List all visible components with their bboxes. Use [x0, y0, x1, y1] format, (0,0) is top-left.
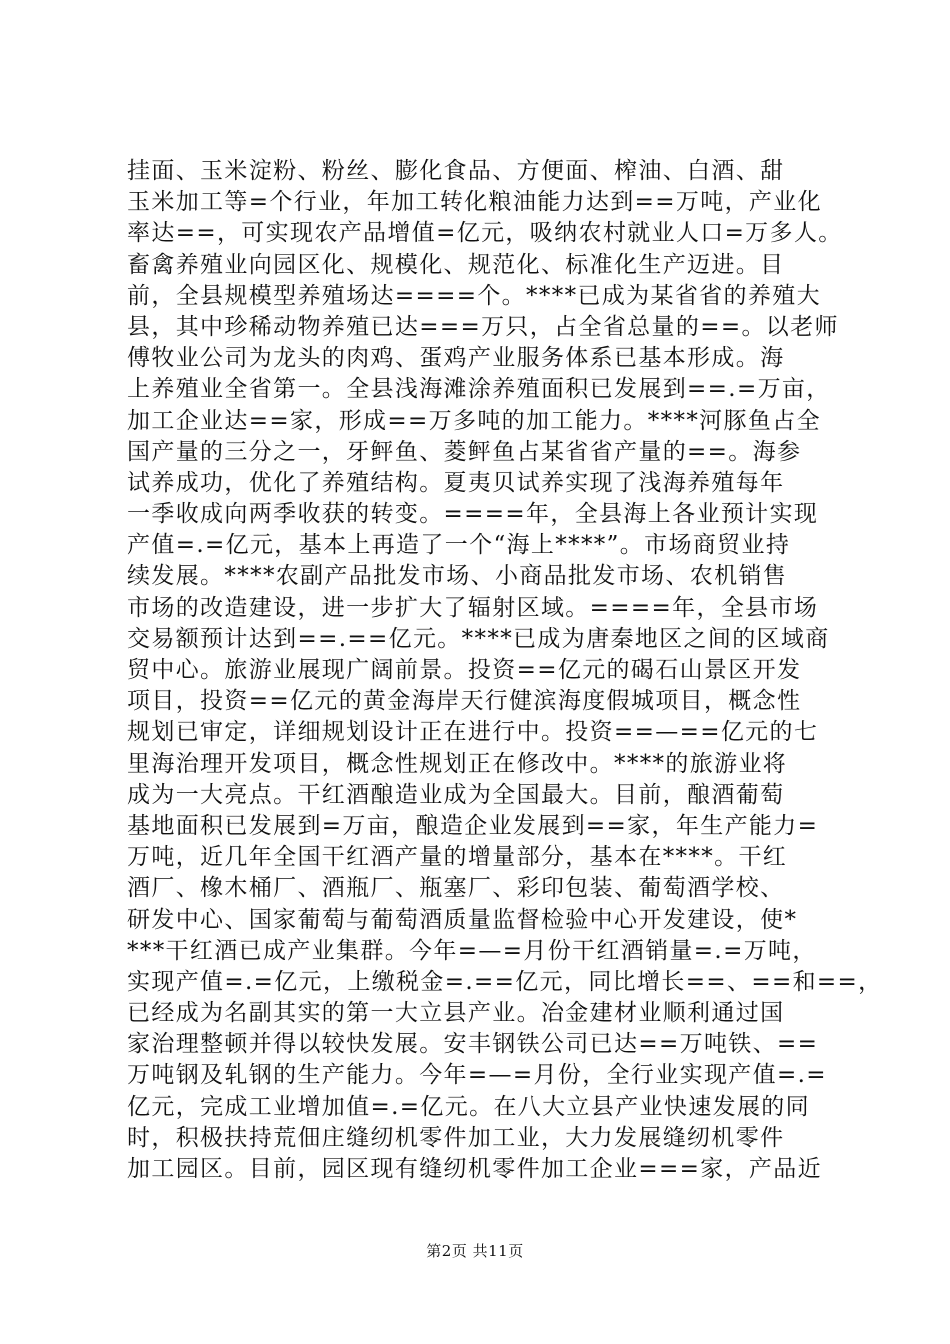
text-line: 县，其中珍稀动物养殖已达===万只，占全省总量的==。以老师: [127, 313, 839, 340]
text-line: 万吨，近几年全国干红酒产量的增量部分，基本在****。干红: [127, 844, 788, 871]
text-line: 一季收成向两季收获的转变。====年，全县海上各业预计实现: [127, 501, 819, 528]
text-line: 市场的改造建设，进一步扩大了辐射区域。====年，全县市场: [127, 594, 819, 621]
text-line: 傅牧业公司为龙头的肉鸡、蛋鸡产业服务体系已基本形成。海: [127, 345, 785, 372]
text-line: 基地面积已发展到=万亩，酿造企业发展到==家，年生产能力=: [127, 812, 819, 839]
text-line: 已经成为名副其实的第一大立县产业。冶金建材业顺利通过国: [127, 1000, 785, 1027]
text-line: 产值=.=亿元，基本上再造了一个“海上****”。市场商贸业持: [127, 532, 791, 559]
text-line: 加工园区。目前，园区现有缝纫机零件加工企业===家，产品近: [127, 1156, 822, 1182]
text-line: 家治理整顿并得以较快发展。安丰钢铁公司已达==万吨铁、==: [127, 1031, 819, 1058]
text-line: 率达==，可实现农产品增值=亿元，吸纳农村就业人口=万多人。: [127, 220, 843, 247]
text-line: 亿元，完成工业增加值=.=亿元。在八大立县产业快速发展的同: [127, 1093, 811, 1120]
text-line: 畜禽养殖业向园区化、规模化、规范化、标准化生产迈进。目: [127, 251, 785, 278]
body-text: [127, 156, 883, 1185]
text-line: 成为一大亮点。干红酒酿造业成为全国最大。目前，酿酒葡萄: [127, 781, 785, 808]
text-line: 研发中心、国家葡萄与葡萄酒质量监督检验中心开发建设，使*: [127, 906, 798, 933]
text-line: 上养殖业全省第一。全县浅海滩涂养殖面积已发展到==.=万亩，: [127, 376, 831, 403]
page-number-footer: 第2页 共11页: [426, 1242, 524, 1260]
text-line: 实现产值=.=亿元，上缴税金=.==亿元，同比增长==、==和==，: [127, 968, 883, 995]
text-line: 酒厂、橡木桶厂、酒瓶厂、瓶塞厂、彩印包装、葡萄酒学校、: [127, 875, 785, 902]
text-line: 贸中心。旅游业展现广阔前景。投资==亿元的碣石山景区开发: [127, 657, 802, 683]
text-line: ***干红酒已成产业集群。今年=—=月份干红酒销量=.=万吨，: [127, 937, 817, 964]
text-line: 交易额预计达到==.==亿元。****已成为唐秦地区之间的区域商: [127, 625, 830, 652]
text-line: 挂面、玉米淀粉、粉丝、膨化食品、方便面、榨油、白酒、甜: [127, 158, 785, 184]
text-line: 里海治理开发项目，概念性规划正在修改中。****的旅游业将: [127, 750, 788, 777]
text-line: 玉米加工等=个行业，年加工转化粮油能力达到==万吨，产业化: [127, 189, 822, 216]
text-line: 规划已审定，详细规划设计正在进行中。投资==—==亿元的七: [127, 719, 819, 746]
text-line: 项目，投资==亿元的黄金海岸天行健滨海度假城项目，概念性: [127, 688, 802, 715]
text-line: 时，积极扶持荒佃庄缝纫机零件加工业，大力发展缝纫机零件: [127, 1124, 785, 1151]
text-line: 前，全县规模型养殖场达====个。****已成为某省省的养殖大: [127, 282, 821, 309]
text-line: 万吨钢及轧钢的生产能力。今年=—=月份，全行业实现产值=.=: [127, 1062, 827, 1089]
text-line: 国产量的三分之一，牙鲆鱼、菱鲆鱼占某省省产量的==。海参: [127, 438, 802, 465]
text-line: 续发展。****农副产品批发市场、小商品批发市场、农机销售: [127, 563, 788, 590]
text-line: 试养成功，优化了养殖结构。夏夷贝试养实现了浅海养殖每年: [127, 469, 785, 496]
text-line: 加工企业达==家，形成==万多吨的加工能力。****河豚鱼占全: [127, 407, 821, 434]
